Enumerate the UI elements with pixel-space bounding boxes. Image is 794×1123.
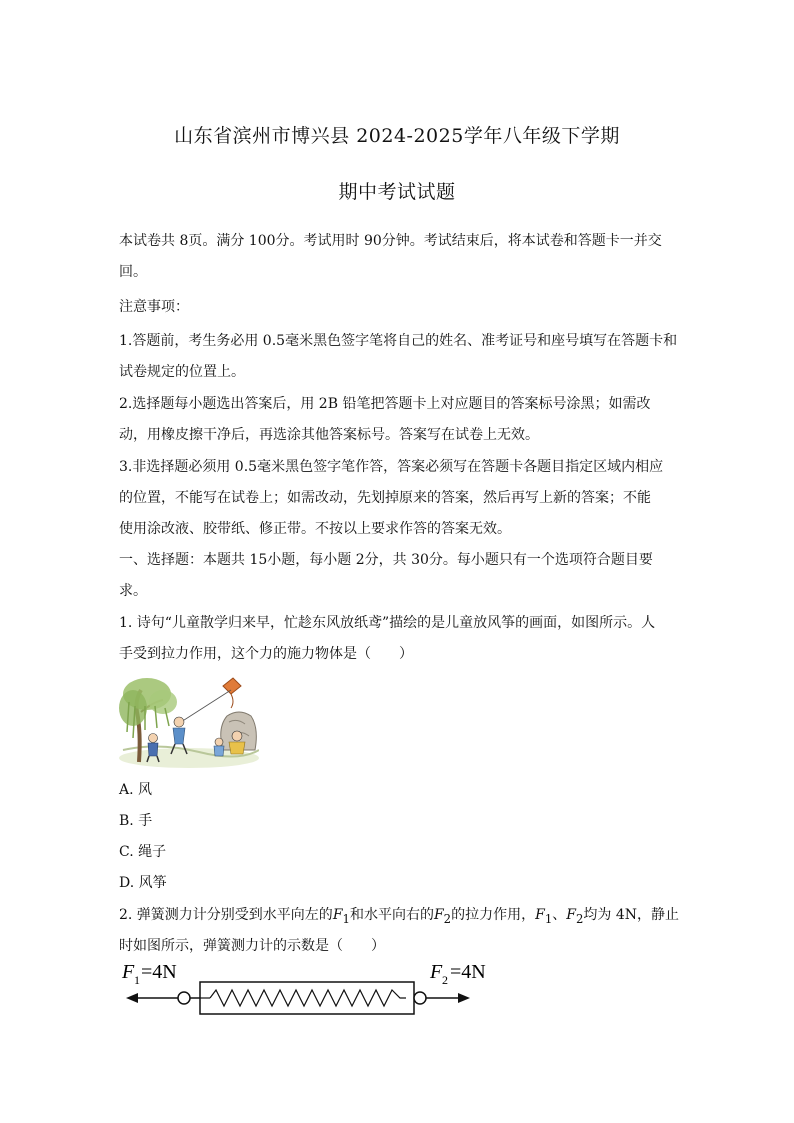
note-1-line-2: 试卷规定的位置上。 [119,364,245,380]
q2-line-2: 时如图所示，弹簧测力计的示数是（ ） [119,938,385,954]
f1-arrow-head [126,993,138,1003]
q2-line-1 [119,904,679,926]
q2-f2-symbol-2: F [566,907,576,923]
notes-heading: 注意事项： [119,299,189,315]
title-line-2: 期中考试试题 [338,181,456,203]
f2-arrow-head [458,993,470,1003]
q1-option-d: D. 风筝 [119,875,167,891]
note-2-line-1: 2.选择题每小题选出答案后，用 2B 铅笔把答题卡上对应题目的答案标号涂黑；如需改 [119,396,651,412]
q1-option-c: C. 绳子 [119,844,167,860]
note-3-line-1: 3.非选择题必须用 0.5毫米黑色签字笔作答，答案必须写在答题卡各题目指定区域内相应 [119,459,664,475]
note-1-line-1: 1.答题前，考生务必用 0.5毫米黑色签字笔将自己的姓名、准考证号和座号填写在答题卡和 [119,333,678,349]
note-3-line-2: 的位置，不能写在试卷上；如需改动，先划掉原来的答案，然后再写上新的答案；不能 [119,490,651,506]
q2-f2-subscript: 2 [443,911,452,926]
q2-text-d: 、 [552,907,567,923]
q2-text-c: 的拉力作用， [451,907,536,923]
q2-text-b: 和水平向右的 [349,907,434,923]
q2-f1-symbol-2: F [535,907,545,923]
intro-line-2: 回。 [119,264,147,280]
q2-f2-symbol: F [433,907,444,923]
q2-f1-symbol: F [332,907,343,923]
q1-line-1: 1. 诗句“儿童散学归来早，忙趁东风放纸鸢”描绘的是儿童放风筝的画面，如图所示。人 [119,615,656,631]
title-line-1: 山东省滨州市博兴县 2024-2025学年八年级下学期 [174,125,620,147]
note-3-line-3: 使用涂改液、胶带纸、修正带。不按以上要求作答的答案无效。 [119,521,511,537]
f2-label-value: =4N [450,961,486,983]
q2-text-a: 2. 弹簧测力计分别受到水平向左的 [119,907,333,923]
section-1-line-2: 求。 [119,583,147,599]
section-1-line-1: 一、选择题：本题共 15小题，每小题 2分，共 30分。每小题只有一个选项符合题目要 [119,552,653,568]
q2-f1-subscript: 1 [342,911,350,926]
left-ring [178,992,190,1004]
note-2-line-2: 动，用橡皮擦干净后，再选涂其他答案标号。答案写在试卷上无效。 [119,427,539,443]
q1-line-2: 手受到拉力作用，这个力的施力物体是（ ） [119,646,413,662]
q2-f2-subscript-2: 2 [575,911,584,926]
q1-option-b: B. 手 [119,813,153,829]
kite-illustration [119,672,259,768]
q1-option-a: A. 风 [119,782,153,798]
f1-label-symbol: F [122,961,135,983]
scale-body [200,982,414,1014]
right-ring [414,992,426,1004]
f2-label-subscript: 2 [442,973,448,987]
f2-label-symbol: F [430,961,443,983]
q2-f1-subscript-2: 1 [544,911,553,926]
intro-line-1: 本试卷共 8页。满分 100分。考试用时 90分钟。考试结束后，将本试卷和答题卡一并交 [119,233,662,249]
f1-label-value: =4N [141,961,177,983]
q2-text-e: 均为 4N，静止 [583,907,679,923]
spring-scale-figure [120,956,500,1020]
f1-label-subscript: 1 [134,973,140,987]
